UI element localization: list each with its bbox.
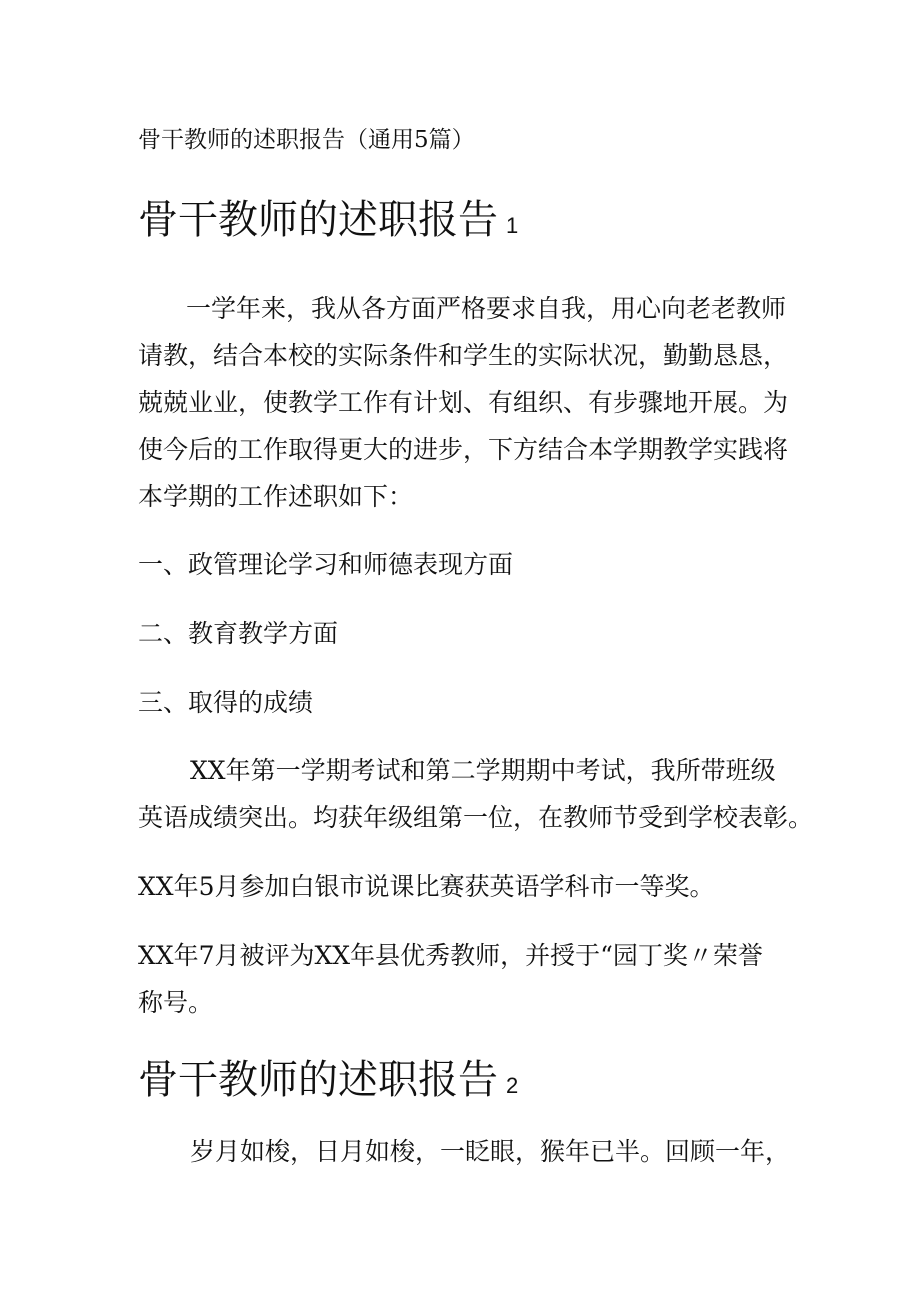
paragraph-line: 一学年来，我从各方面严格要求自我，用心向老老教师 [186,294,787,323]
paragraph-line: 兢兢业业，使教学工作有计划、有组织、有步骤地开展。为 [138,388,789,417]
paragraph-line: 使今后的工作取得更大的进步，下方结合本学期教学实践将 [138,435,789,464]
list-item: 二、教育教学方面 [138,619,339,648]
list-item: 三、取得的成绩 [138,688,314,717]
paragraph-line: XX年第一学期考试和第二学期期中考试，我所带班级 [190,756,776,785]
paragraph-line: XX年5月参加白银市说课比赛获英语学科市一等奖。 [138,872,715,901]
paragraph-line: 请教，结合本校的实际条件和学生的实际状况，勤勤恳恳， [138,341,789,370]
section-heading-number: 2 [506,1073,519,1098]
section-heading-text: 骨干教师的述职报告 [138,197,498,243]
section-heading-number: 1 [506,213,519,238]
section-heading-1 [138,196,518,250]
paragraph-line: 英语成绩突出。均获年级组第一位，在教师节受到学校表彰。 [138,803,814,832]
paragraph-line: 本学期的工作述职如下： [138,482,414,511]
document-title: 骨干教师的述职报告（通用5篇） [138,127,475,153]
list-item: 一、政管理论学习和师德表现方面 [138,550,514,579]
paragraph-line: 称号。 [138,988,214,1017]
paragraph-line: 岁月如梭，日月如梭，一眨眼，猴年已半。回顾一年， [190,1137,791,1166]
paragraph-line: XX年7月被评为XX年县优秀教师，并授于“园丁奖〃荣誉 [138,941,763,970]
section-heading-2 [138,1056,518,1110]
section-heading-text: 骨干教师的述职报告 [138,1057,498,1103]
